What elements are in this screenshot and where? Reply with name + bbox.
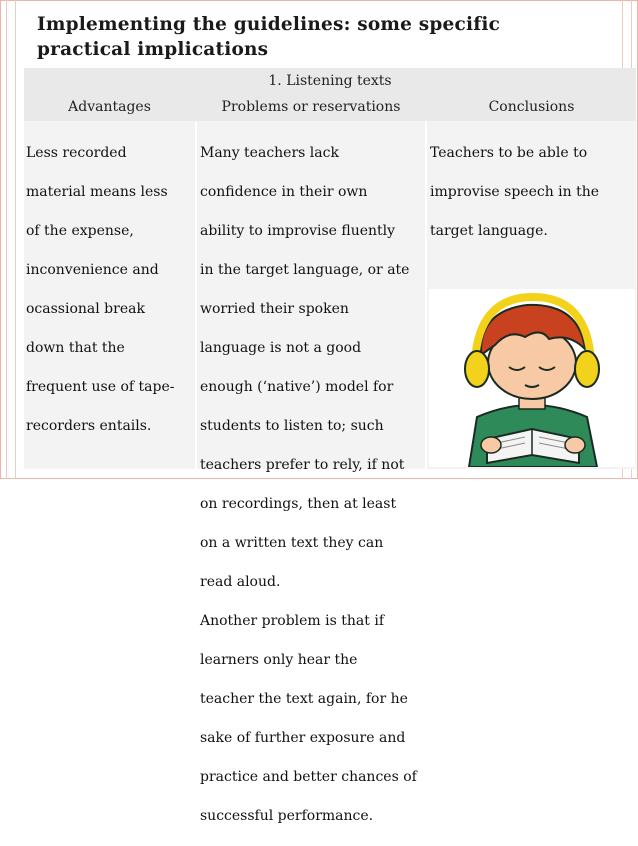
- student-illustration-svg: [429, 289, 635, 467]
- header-conclusions: Conclusions: [488, 99, 575, 115]
- conclusions-line: Teachers to be able to: [430, 144, 588, 161]
- right-ear-cup: [575, 351, 599, 387]
- problems-line: in the target language, or ate: [200, 261, 410, 278]
- conclusions-line: target language.: [430, 222, 548, 239]
- advantages-cell: [26, 124, 192, 456]
- slide-title-line-2: practical implications: [37, 39, 269, 60]
- table-header-row: [24, 94, 636, 121]
- problems-line: read aloud.: [200, 573, 281, 590]
- problems-line: confidence in their own: [200, 183, 368, 200]
- listening-texts-table: [24, 68, 636, 824]
- slide-title: [37, 12, 597, 62]
- problems-line: students to listen to; such: [200, 417, 384, 434]
- problems-line: ability to improvise fluently: [200, 222, 396, 239]
- advantages-line: ocassional break: [26, 300, 145, 317]
- problems-line: enough (‘native’) model for: [200, 378, 394, 395]
- problems-line: teachers prefer to rely, if not: [200, 456, 405, 473]
- left-border-decoration: [6, 0, 16, 479]
- left-ear-cup: [465, 351, 489, 387]
- slide-title-line-1: Implementing the guidelines: some specific: [37, 14, 501, 35]
- section-heading: 1. Listening texts: [24, 68, 636, 94]
- problems-line: learners only hear the: [200, 651, 358, 668]
- problems-line: successful performance.: [200, 807, 374, 824]
- advantages-line: down that the: [26, 339, 125, 356]
- advantages-line: recorders entails.: [26, 417, 152, 434]
- problems-line: practice and better chances of: [200, 768, 417, 785]
- advantages-line: frequent use of tape-: [26, 378, 175, 395]
- header-advantages: Advantages: [68, 99, 151, 115]
- conclusions-line: improvise speech in the: [430, 183, 600, 200]
- conclusions-cell: [430, 124, 634, 261]
- problems-line: sake of further exposure and: [200, 729, 406, 746]
- problems-line: worried their spoken: [200, 300, 349, 317]
- problems-cell: [200, 124, 425, 846]
- advantages-line: material means less: [26, 183, 168, 200]
- problems-line: on recordings, then at least: [200, 495, 397, 512]
- problems-line: Many teachers lack: [200, 144, 339, 161]
- advantages-line: of the expense,: [26, 222, 134, 239]
- problems-line: Another problem is that if: [200, 612, 384, 629]
- left-hand: [481, 437, 501, 453]
- problems-line: on a written text they can: [200, 534, 384, 551]
- right-hand: [565, 437, 585, 453]
- problems-line: teacher the text again, for he: [200, 690, 408, 707]
- advantages-line: inconvenience and: [26, 261, 159, 278]
- header-problems: Problems or reservations: [221, 99, 401, 115]
- advantages-line: Less recorded: [26, 144, 127, 161]
- problems-line: language is not a good: [200, 339, 362, 356]
- student-with-headphones-reading-illustration: [429, 289, 635, 467]
